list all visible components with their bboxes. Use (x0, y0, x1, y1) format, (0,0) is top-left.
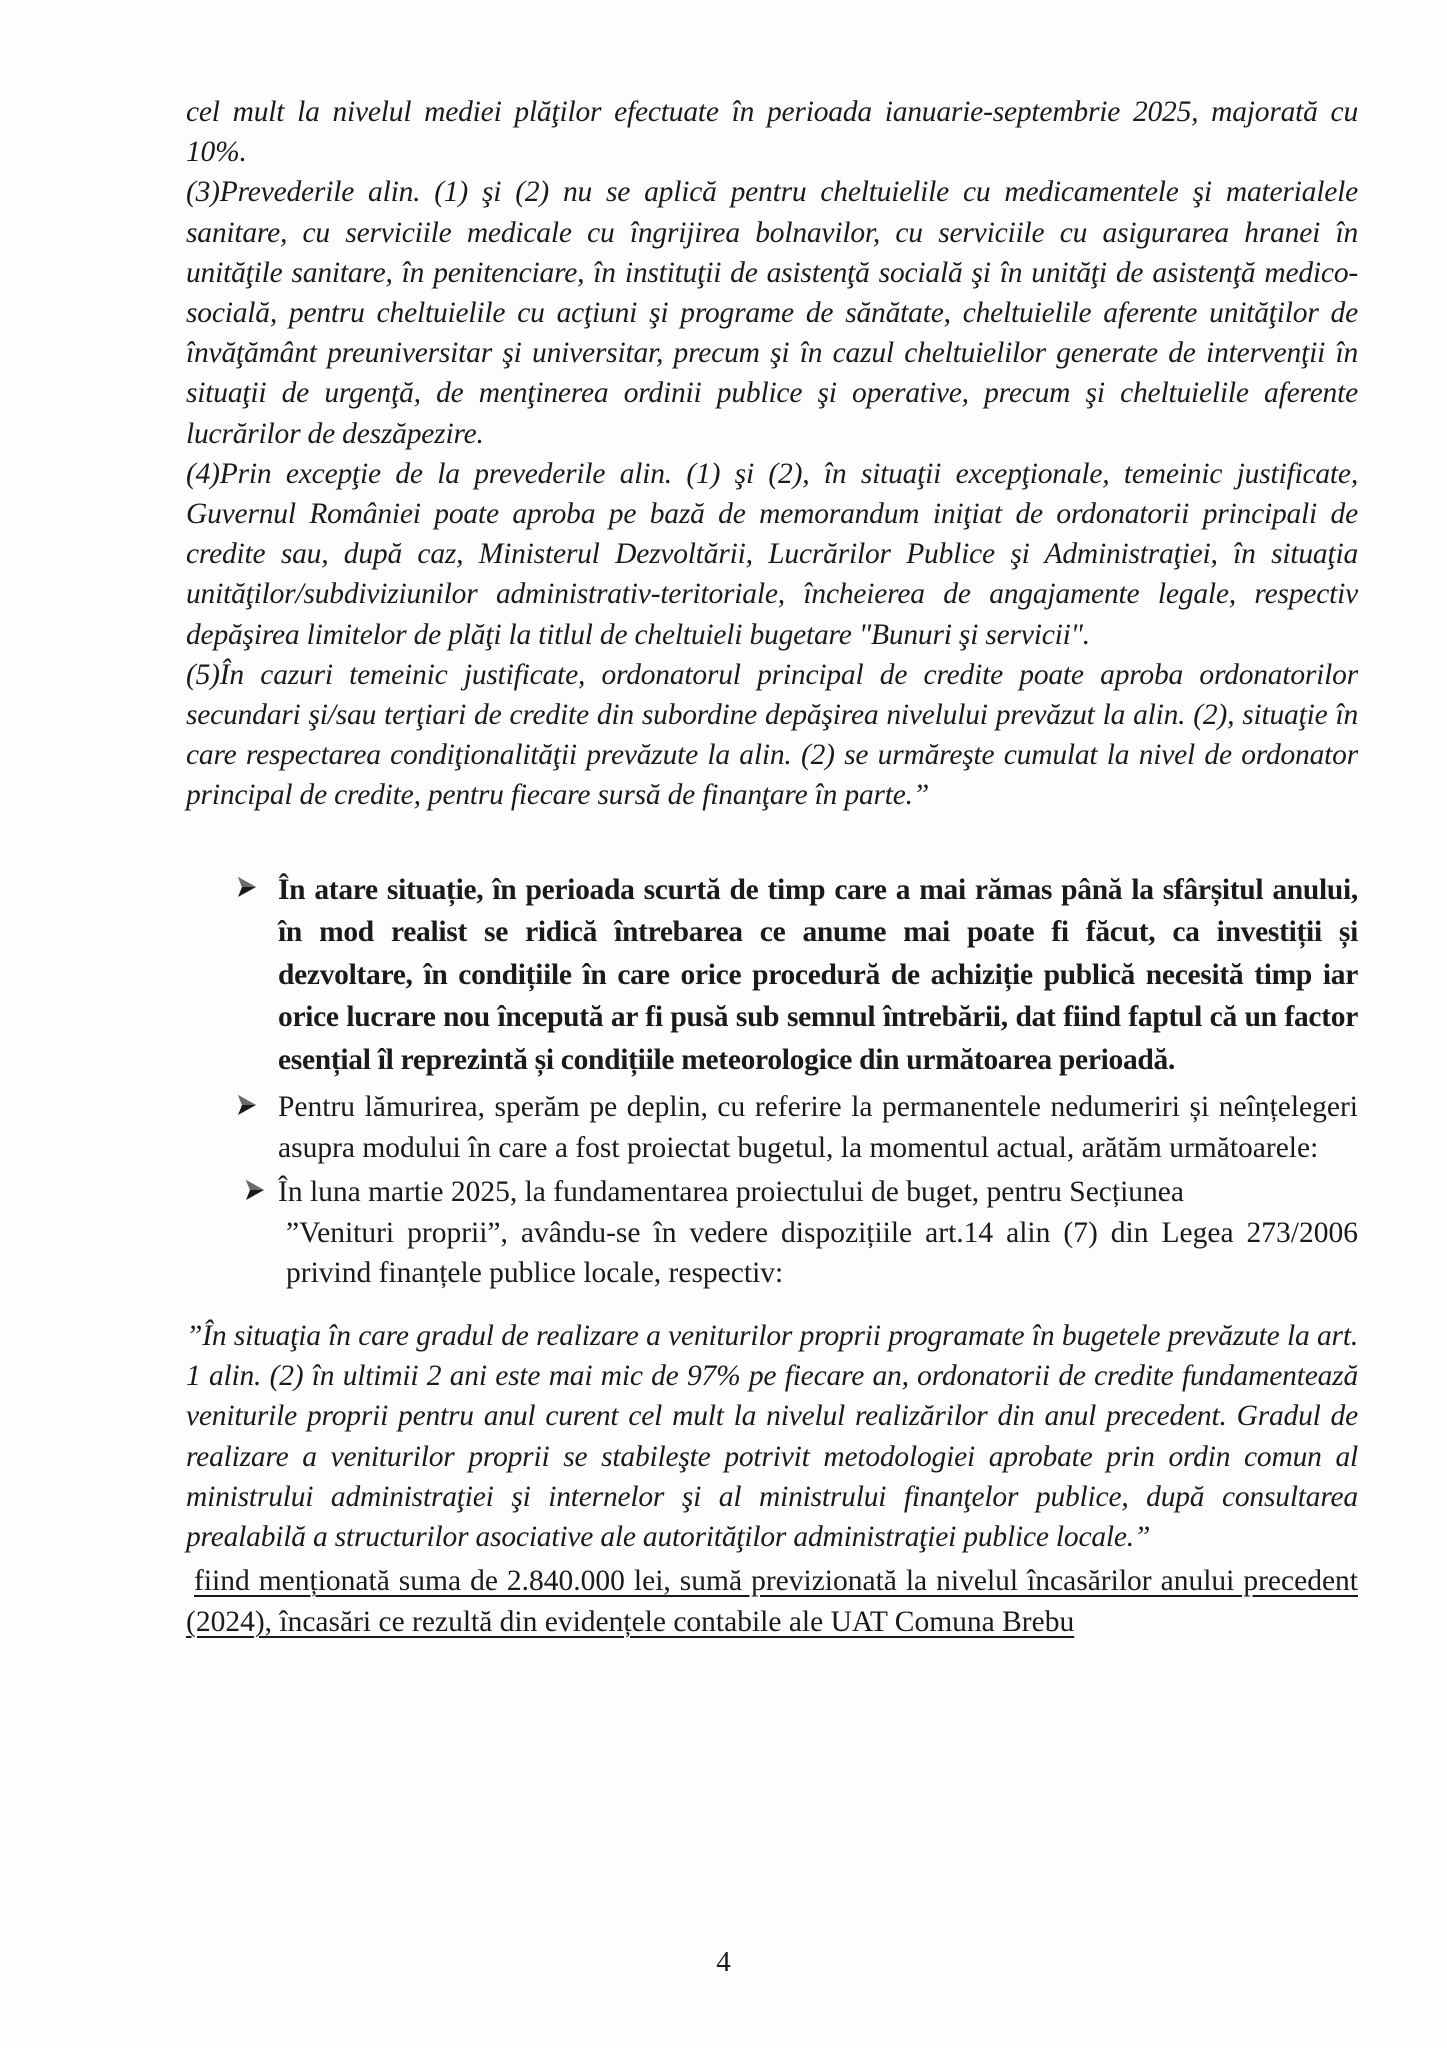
bullet-list (186, 869, 1358, 1294)
bullet-text: În atare situație, în perioada scurtă de timp care a mai rămas până la sfârșitul anului, în mod realist se ridică întrebarea ce anume mai poate fi făcut, ca investiții și dezvoltare, în condițiile în care orice procedură de achiziție publică necesită timp iar orice lucrare nou începută ar fi pusă sub semnul întrebării, dat fiind faptul că un factor esențial îl reprezintă și condițiile meteorologice din următoarea perioadă. (278, 873, 1358, 1076)
arrowhead-bullet-icon (236, 875, 258, 899)
law-paragraph-continuation: cel mult la nivelul mediei plăţilor efectuate în perioada ianuarie-septembrie 2025, majorată cu 10%. (186, 96, 1358, 169)
page-number: 4 (716, 1946, 731, 1978)
bullet-text-continuation: ”Venituri proprii”, avându-se în vedere dispozițiile art.14 alin (7) din Legea 273/2006 privind finanțele publice locale, respectiv: (286, 1216, 1358, 1290)
bullet-text-first-line: În luna martie 2025, la fundamentarea proiectului de buget, pentru Secțiunea (278, 1176, 1184, 1209)
bullet-item-march-budget (186, 1172, 1358, 1294)
quoted-article-14: ”În situaţia în care gradul de realizare a veniturilor proprii programate în bugetele prevăzute la art. 1 alin. (2) în ultimii 2 ani este mai mic de 97% pe fiecare an, ordonatorii de credite fundamentează veniturile proprii pentru anul curent cel mult la nivelul realizărilor din anul precedent. Gradul de realizare a veniturilor proprii se stabileşte potrivit metodologiei aprobate prin ordin comun al ministrului administraţiei şi internelor şi al ministrului finanţelor publice, după consultarea prealabilă a structurilor asociative ale autorităţilor administraţiei publice locale.” (186, 1319, 1358, 1554)
arrowhead-bullet-icon (244, 1178, 266, 1202)
law-paragraph-3: (3)Prevederile alin. (1) şi (2) nu se aplică pentru cheltuielile cu medicamentele şi materialele sanitare, cu serviciile medicale cu îngrijirea bolnavilor, cu serviciile cu asigurarea hranei în unităţile sanitare, în penitenciare, în instituţii de asistenţă socială şi în unităţi de asistenţă medico-socială, pentru cheltuielile cu acţiuni şi programe de sănătate, cheltuielile aferente unităţilor de învăţământ preuniversitar şi universitar, precum şi în cazul cheltuielilor generate de intervenţii în situaţii de urgenţă, de menţinerea ordinii publice şi operative, precum şi cheltuielile aferente lucrărilor de deszăpezire. (186, 176, 1358, 450)
bullet-item-investments-question (186, 869, 1358, 1082)
arrowhead-bullet-icon (236, 1093, 258, 1117)
law-paragraph-5: (5)În cazuri temeinic justificate, ordonatorul principal de credite poate aproba ordonatorilor secundari şi/sau terţiari de credite din subordine depăşirea nivelului prevăzut la alin. (2), situaţie în care respectarea condiţionalităţii prevăzute la alin. (2) se urmăreşte cumulat la nivel de ordonator principal de credite, pentru fiecare sursă de finanţare în parte.” (186, 658, 1358, 812)
underlined-statement-text: fiind menționată suma de 2.840.000 lei, sumă previzionată la nivelul încasărilor anului precedent (2024), încasări ce rezultă din evidențele contabile ale UAT Comuna Brebu (186, 1565, 1358, 1638)
quoted-law-excerpt (186, 92, 1358, 816)
law-paragraph-4: (4)Prin excepţie de la prevederile alin. (1) şi (2), în situaţii excepţionale, temeinic justificate, Guvernul României poate aproba pe bază de memorandum iniţiat de ordonatorii principali de credite sau, după caz, Ministerul Dezvoltării, Lucrărilor Publice şi Administraţiei, în situaţia unităţilor/subdiviziunilor administrativ-teritoriale, încheierea de angajamente legale, respectiv depăşirea limitelor de plăţi la titlul de cheltuieli bugetare "Bunuri şi servicii". (186, 457, 1358, 651)
bullet-item-clarification (186, 1087, 1358, 1168)
bullet-text: Pentru lămurirea, sperăm pe deplin, cu referire la permanentele nedumeriri și neînțelegeri asupra modului în care a fost proiectat bugetul, la momentul actual, arătăm următoarele: (278, 1091, 1358, 1164)
page-content (186, 92, 1358, 1642)
underlined-statement (186, 1561, 1358, 1642)
